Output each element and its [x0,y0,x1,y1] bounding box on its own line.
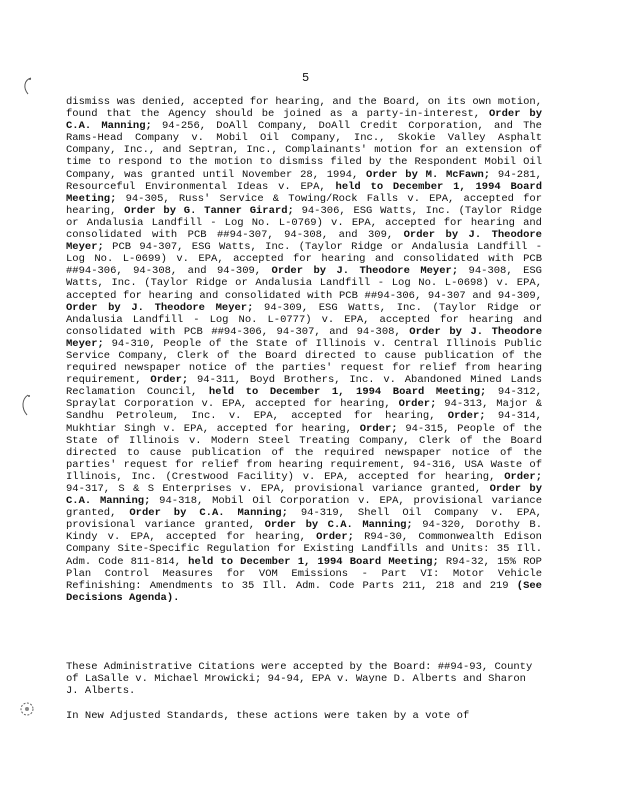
body-text-run: 94-306, ESG Watts, Inc. (Taylor Ridge or Andalusia Landfill - Log No. L-0769) v. EPA, accepted for hearing and consolidated with PCB ##94-307, 94-308, and 309, [66,204,542,242]
bold-order-text: Order; [398,398,437,411]
body-text-run: 94-309, ESG Watts, Inc. (Taylor Ridge or Andalusia Landfill - Log No. L-0777) v. EPA, accepted for hearing and consolidated with PCB ##94-306, 94-307, and 94-308, [66,301,542,338]
page-number: 5 [302,71,310,85]
bold-order-text: Order by C.A. Manning; [66,483,542,508]
body-text-run: 94-281, Resourceful Environmental Ideas v. EPA, [66,168,542,193]
bold-order-text: Order by C.A. Manning; [66,108,542,133]
bold-order-text: Order by J. Theodore Meyer; [66,301,254,314]
body-text-run: 94-319, Shell Oil Company v. EPA, provisional variance granted, [66,507,542,532]
body-text-run: 94-256, DoAll Company, DoAll Credit Corporation, and The Rams-Head Company v. Mobil Oil Company, Inc., Skokie Valley Asphalt Company, Inc., and Septran, Inc., Complainants' motion for an extension of time to respond to the motion to dismiss filed by the Respondent Mobil Oil Company, was granted until November 28, 1994, [66,120,542,181]
bold-order-text: Order; [150,374,189,387]
bold-order-text: held to December 1, 1994 Board Meeting; [66,180,543,205]
adjusted-standards-paragraph: In New Adjusted Standards, these actions were taken by a vote of [66,710,470,722]
bold-order-text: held to December 1, 1994 Board Meeting; [188,555,439,568]
main-paragraph [66,96,542,604]
body-text-run: 94-310, People of the State of Illinois v. Central Illinois Public Service Company, Clerk of the Board directed to cause publication of the required newspaper notice of the parties' request for relief from hearing requirement, [66,337,542,387]
body-text-run: 94-315, People of the State of Illinois v. Modern Steel Treating Company, Clerk of the Board directed to cause publication of the required newspaper notice of the parties' request for relief from hearing requirement, 94-316, USA Waste of Illinois, Inc. (Crestwood Facility) v. EPA, accepted for hearing, [66,422,543,483]
bold-order-text: Order; [504,470,542,483]
body-text-run: PCB 94-307, ESG Watts, Inc. (Taylor Ridge or Andalusia Landfill - Log No. L-0699) v. EPA, accepted for hearing and consolidated with PCB ##94-306, 94-308, and 94-309, [66,241,542,278]
bold-order-text: Order by C.A. Manning; [264,519,413,532]
bold-order-text: Order by J. Theodore Meyer; [271,265,459,278]
bold-order-text: Order by C.A. Manning; [129,507,288,520]
binder-hole-mark-bottom [16,698,38,720]
body-text-run: 94-318, Mobil Oil Corporation v. EPA, provisional variance granted, [66,495,543,520]
administrative-citations-paragraph: These Administrative Citations were accepted by the Board: ##94-93, County of LaSalle v. Michael Mrowicki; 94-94, EPA v. Wayne D. Alberts and Sharon J. Alberts. [66,661,533,698]
bold-order-text: Order; [359,422,398,435]
bold-order-text: Order by J. Theodore Meyer; [66,229,542,254]
bold-order-text: held to December 1, 1994 Board Meeting; [208,386,487,399]
bold-order-text: Order; [316,531,354,544]
bold-order-text: Order by M. McFawn; [366,168,491,181]
body-text-run: 94-305, Russ' Service & Towing/Rock Falls v. EPA, accepted for hearing, [66,192,542,217]
bold-order-text: Order by J. Theodore Meyer; [66,325,542,350]
body-text-run: 94-312, Spraylat Corporation v. EPA, accepted for hearing, [66,386,542,411]
bold-order-text: Order by G. Tanner Girard; [124,204,294,217]
body-text-run: 94-313, Major & Sandhu Petroleum, Inc. v. EPA, accepted for hearing, [66,398,542,423]
bold-order-text: Order; [447,410,486,423]
body-text-run: 94-314, Mukhtiar Singh v. EPA, accepted for hearing, [66,410,542,435]
body-text-run: 94-311, Boyd Brothers, Inc. v. Abandoned Mined Lands Reclamation Council, [66,374,542,399]
body-text-run: 94-317, S & S Enterprises v. EPA, provisional variance granted, [66,483,490,495]
body-text-run: 94-320, Dorothy B. Kindy v. EPA, accepted for hearing, [66,519,543,544]
body-text-run: 94-308, ESG Watts, Inc. (Taylor Ridge or Andalusia Landfill - Log No. L-0698) v. EPA, accepted for hearing and consolidated with PCB ##94-306, 94-307 and 94-309, [66,265,542,302]
body-text-run: R94-30, Commonwealth Edison Company Site-Specific Regulation for Existing Landfills and Units: 35 Ill. Adm. Code 811-814, [66,531,542,568]
binder-hole-mark-middle [18,394,32,416]
binder-hole-mark-top [20,76,34,96]
bold-order-text: (See Decisions Agenda). [66,579,542,604]
body-text-run: dismiss was denied, accepted for hearing, and the Board, on its own motion, found that the Agency should be joined as a party-in-interest, [66,96,542,121]
body-text-run: R94-32, 15% ROP Plan Control Measures for VOM Emissions - Part VI: Motor Vehicle Refinishing: Amendments to 35 Ill. Adm. Code Parts 211, 218 and 219 [66,555,542,592]
